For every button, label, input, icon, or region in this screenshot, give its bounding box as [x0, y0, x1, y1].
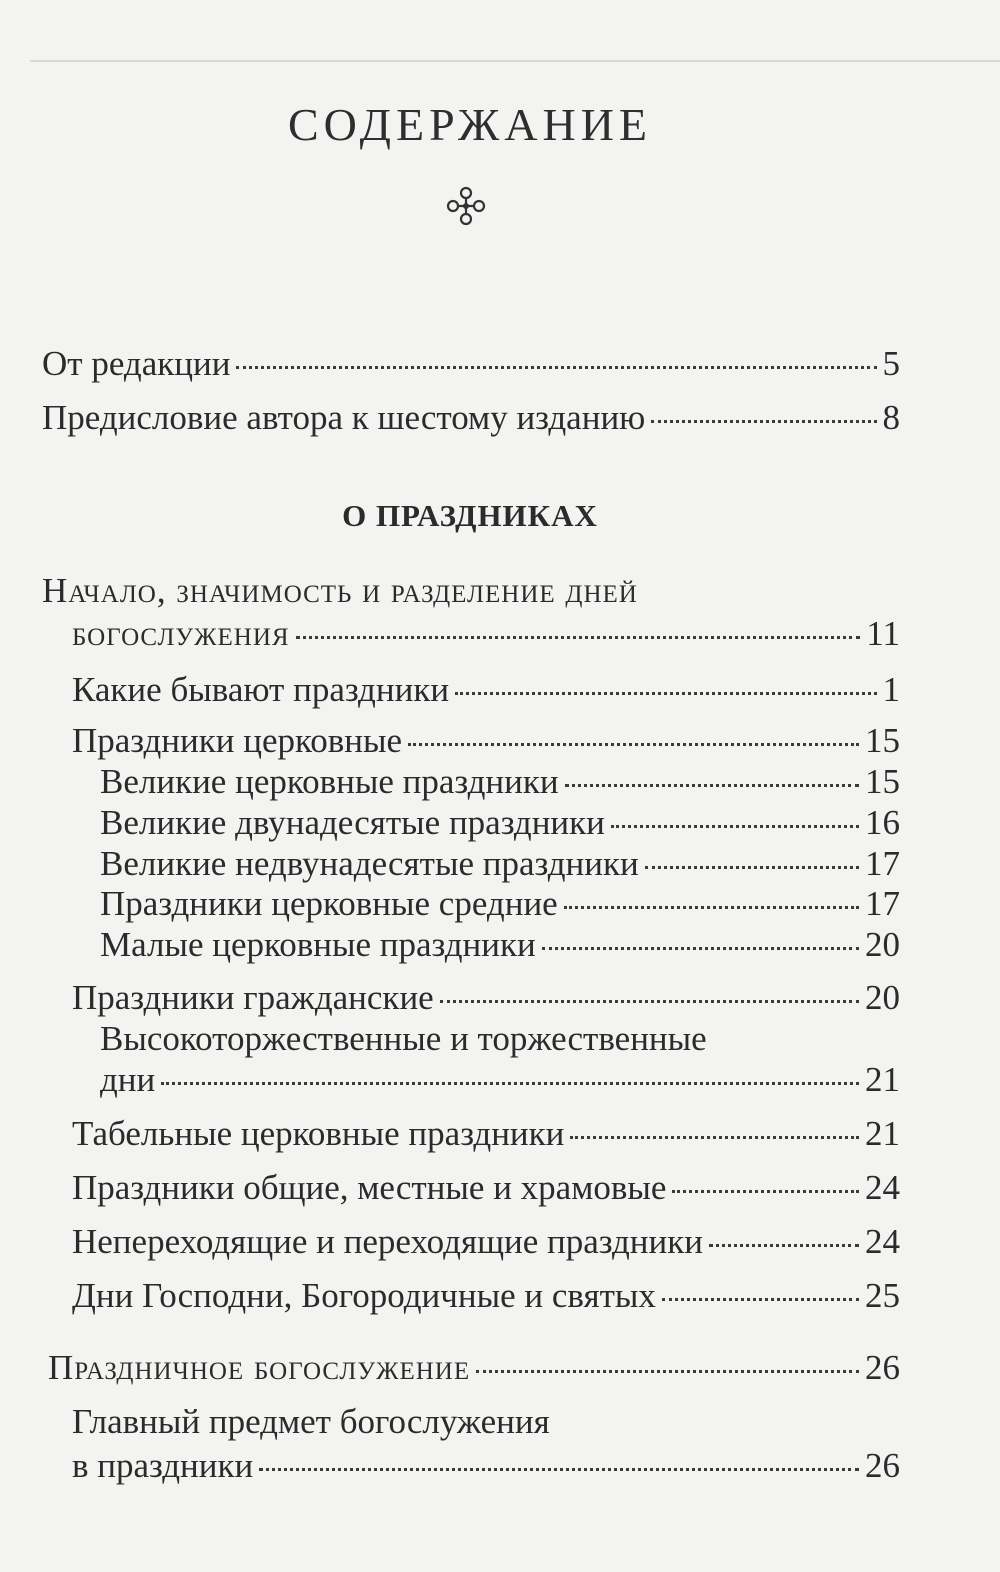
toc-page-number: 26: [865, 1446, 900, 1485]
dot-leader: [236, 366, 876, 369]
dot-leader: [570, 1136, 859, 1139]
page-top-edge: [30, 0, 1000, 62]
dot-leader: [259, 1468, 859, 1471]
toc-entry-line[interactable]: Высокоторжественные и торжественные: [100, 1019, 707, 1058]
dot-leader: [440, 1000, 859, 1003]
toc-entry[interactable]: [100, 764, 900, 799]
dot-leader: [296, 636, 861, 639]
toc-entry-label: Дни Господни, Богородичные и святых: [72, 1276, 656, 1315]
toc-entry-label: Малые церковные праздники: [100, 925, 536, 964]
section-heading: О ПРАЗДНИКАХ: [342, 498, 598, 533]
toc-entry-label: Праздники гражданские: [72, 978, 434, 1017]
dot-leader: [161, 1082, 859, 1085]
dot-leader: [542, 947, 859, 950]
toc-entry-chapter-2[interactable]: [48, 1350, 900, 1385]
page-title: СОДЕРЖАНИЕ: [287, 99, 653, 150]
toc-page-number: 17: [865, 884, 900, 923]
toc-entry-chapter-1[interactable]: [72, 616, 900, 651]
dot-leader: [662, 1298, 859, 1301]
toc-entry-editorial[interactable]: [42, 346, 900, 381]
toc-entry-label: Великие недвунадесятые праздники: [100, 844, 639, 883]
dot-leader: [455, 692, 876, 695]
toc-page-number: 8: [882, 398, 900, 437]
toc-entry[interactable]: [100, 886, 900, 921]
toc-entry-label: Какие бывают праздники: [72, 670, 450, 709]
toc-entry-label: Предисловие автора к шестому изданию: [42, 398, 646, 437]
toc-entry-label: богослужения: [72, 614, 290, 653]
toc-entry-label: Праздничное богослужение: [48, 1348, 471, 1387]
toc-page-number: 15: [865, 762, 900, 801]
toc-entry-label: дни: [100, 1060, 156, 1099]
toc-entry[interactable]: [72, 1278, 900, 1313]
chapter-title-line[interactable]: Начало, значимость и разделение дней: [42, 571, 638, 610]
toc-entry-line[interactable]: Главный предмет богослужения: [72, 1402, 550, 1441]
toc-entry[interactable]: [72, 672, 900, 707]
toc-page-number: 1: [882, 670, 900, 709]
dot-leader: [611, 825, 859, 828]
toc-entry[interactable]: [72, 1116, 900, 1151]
toc-page-number: 16: [865, 803, 900, 842]
toc-entry[interactable]: [100, 927, 900, 962]
dot-leader: [645, 866, 859, 869]
toc-entry-label: Праздники церковные: [72, 721, 403, 760]
toc-entry-label: От редакции: [42, 344, 231, 383]
toc-entry[interactable]: [72, 1448, 900, 1483]
toc-page-number: 26: [865, 1348, 900, 1387]
toc-entry[interactable]: [72, 723, 900, 758]
toc-page-number: 20: [865, 925, 900, 964]
toc-entry[interactable]: [72, 1170, 900, 1205]
toc-page-number: 25: [865, 1276, 900, 1315]
toc-entry[interactable]: [72, 1224, 900, 1259]
toc-page-number: 11: [866, 614, 900, 653]
toc-entry-label: в праздники: [72, 1446, 254, 1485]
dot-leader: [709, 1244, 859, 1247]
toc-entry-label: Табельные церковные праздники: [72, 1114, 565, 1153]
toc-entry-preface[interactable]: [42, 400, 900, 435]
toc-page-number: 17: [865, 844, 900, 883]
dot-leader: [565, 784, 859, 787]
toc-entry-label: Непереходящие и переходящие праздники: [72, 1222, 703, 1261]
dot-leader: [672, 1190, 859, 1193]
toc-entry[interactable]: [100, 805, 900, 840]
toc-entry-label: Великие церковные праздники: [100, 762, 559, 801]
dot-leader: [476, 1370, 859, 1373]
dot-leader: [651, 420, 876, 423]
toc-page-number: 21: [865, 1060, 900, 1099]
toc-entry-label: Праздники общие, местные и храмовые: [72, 1168, 667, 1207]
toc-entry[interactable]: [100, 1062, 900, 1097]
toc-entry[interactable]: [72, 980, 900, 1015]
toc-entry[interactable]: [100, 846, 900, 881]
toc-page-number: 24: [865, 1222, 900, 1261]
toc-page-number: 15: [865, 721, 900, 760]
dot-leader: [408, 743, 859, 746]
toc-page-number: 21: [865, 1114, 900, 1153]
dot-leader: [564, 906, 859, 909]
toc-page-number: 24: [865, 1168, 900, 1207]
toc-page-number: 20: [865, 978, 900, 1017]
toc-page-number: 5: [882, 344, 900, 383]
toc-entry-label: Великие двунадесятые праздники: [100, 803, 605, 842]
cross-ornament-icon: [444, 184, 488, 228]
toc-entry-label: Праздники церковные средние: [100, 884, 558, 923]
